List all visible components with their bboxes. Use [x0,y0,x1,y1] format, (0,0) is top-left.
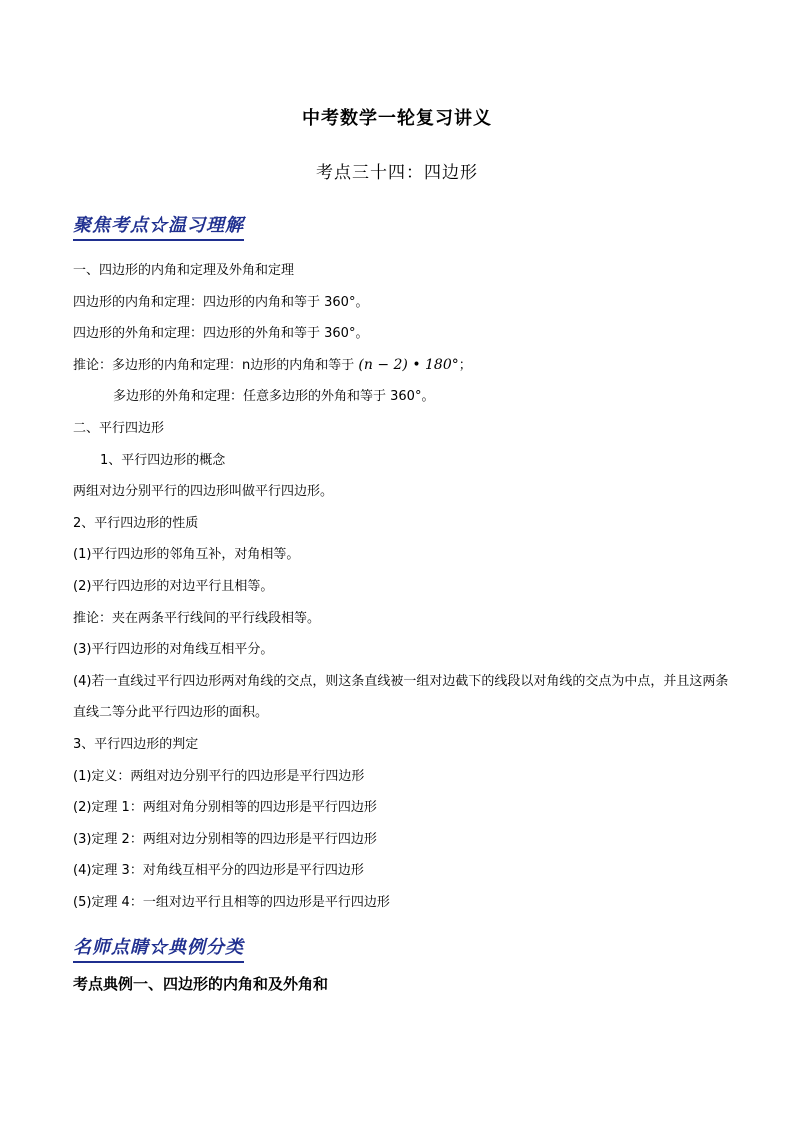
text-interior-angle-theorem: 四边形的内角和定理：四边形的内角和等于 360°。 [73,294,369,310]
text-polygon-interior-corollary [73,350,733,382]
text-polygon-exterior-theorem: 多边形的外角和定理：任意多边形的外角和等于 360°。 [113,389,435,405]
content-body [73,255,733,918]
section-heading-focus: 聚焦考点☆温习理解 [73,211,244,241]
heading-parallelogram: 二、平行四边形 [73,420,165,436]
formula-n-minus-2-times-180: (n − 2) • 180° [358,356,459,373]
section-heading-teacher: 名师点睛☆典例分类 [73,933,244,963]
property-1: (1)平行四边形的邻角互补，对角相等。 [73,547,300,563]
property-2: (2)平行四边形的对边平行且相等。 [73,578,274,594]
document-subtitle: 考点三十四：四边形 [316,163,478,183]
heading-quadrilateral-angle-theorems: 一、四边形的内角和定理及外角和定理 [73,263,295,278]
criterion-2: (2)定理 1：两组对角分别相等的四边形是平行四边形 [73,800,377,816]
criterion-3: (3)定理 2：两组对边分别相等的四边形是平行四边形 [73,831,377,847]
subheading-parallelogram-concept: 1、平行四边形的概念 [100,452,226,468]
text-exterior-angle-theorem: 四边形的外角和定理：四边形的外角和等于 360°。 [73,326,369,342]
text-parallelogram-definition: 两组对边分别平行的四边形叫做平行四边形。 [73,484,334,500]
document-title: 中考数学一轮复习讲义 [302,108,492,129]
subheading-parallelogram-criteria: 3、平行四边形的判定 [73,736,199,752]
criterion-5: (5)定理 4：一组对边平行且相等的四边形是平行四边形 [73,894,390,910]
corollary-text: 推论：多边形的内角和定理：n边形的内角和等于 [73,357,355,373]
criterion-1: (1)定义：两组对边分别平行的四边形是平行四边形 [73,768,365,784]
property-3: (3)平行四边形的对角线互相平分。 [73,642,274,658]
property-4: (4)若一直线过平行四边形两对角线的交点，则这条直线被一组对边截下的线段以对角线的交点为中点，并且这两条直线二等分此平行四边形的面积。 [73,673,729,721]
criterion-4: (4)定理 3：对角线互相平分的四边形是平行四边形 [73,863,364,879]
property-corollary: 推论：夹在两条平行线间的平行线段相等。 [73,610,321,626]
example-heading: 考点典例一、四边形的内角和及外角和 [73,975,329,993]
subheading-parallelogram-properties: 2、平行四边形的性质 [73,515,199,531]
corollary-end: ； [458,357,472,373]
